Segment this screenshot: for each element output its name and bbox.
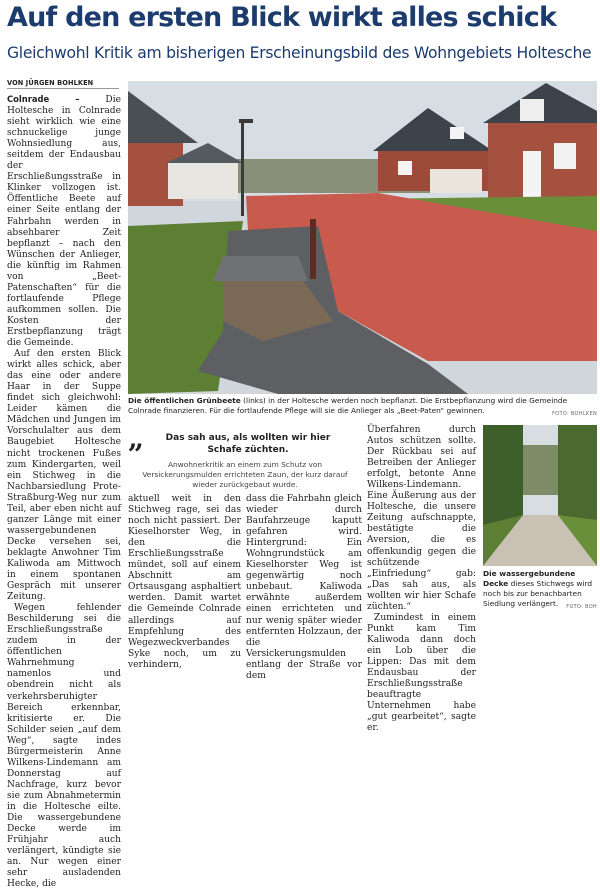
paragraph-1 (7, 94, 121, 349)
caption-text: (links) in der Holtesche werden noch bepflanzt. Die Erstbepflanzung wird die Gemeinde Colnrade finanzieren. Für die fortlaufende Pflege will sie die Anlieger als „Beet-Paten“ gewinnen. (128, 396, 568, 415)
subheadline: Gleichwohl Kritik am bisherigen Erscheinungsbild des Wohngebiets Holtesche (7, 44, 592, 62)
caption-lead: Die öffentlichen Grünbeete (128, 396, 241, 405)
author-byline: VON JÜRGEN BOHLKEN (7, 79, 94, 87)
quote-icon: „ (128, 422, 145, 455)
photo2-credit: FOTO: BOH (566, 604, 597, 610)
paragraph-6: Überfahren durch Autos schützen sollte. Der Rückbau sei auf Betreiben der Anlieger erfolgt, betonte Anne Wilkens-Lindemann. Eine Äußerung aus der Holtesche, die unsere Zeitung aufschnappte, bestätigte die Aversion, die es offenkundig gegen die schützende „Einfriedung“ gab: „Das sah aus, als wollten wir hier Schafe züchten.“ (367, 425, 476, 612)
pull-quote-source: Anwohnerkritik an einem zum Schutz von Versickerungsmulden errichteten Zaun, der kurz darauf wieder zurückgebaut wurde. (142, 460, 348, 489)
paragraph-4: aktuell weit in den Stichweg rage, sei das noch nicht passiert. Der Kieselhorster Weg, in den die Erschließungsstraße mündet, soll auf einem Abschnitt am Ortsausgang asphaltiert werden. Damit wartet die Gemeinde Colnrade allerdings auf Empfehlung des Wegezweckverbandes Syke noch, um zu verhindern, (128, 494, 241, 670)
photo-caption (128, 396, 597, 419)
secondary-photo-caption (483, 569, 597, 612)
photo-credit: FOTO: BOHLKEN (552, 411, 597, 417)
main-photo (128, 81, 597, 394)
body-column-4 (367, 425, 476, 734)
byline-divider (7, 88, 119, 89)
caption2-lead: Die wassergebundene Decke (483, 569, 576, 588)
pull-quote: Das sah aus, als wollten wir hier Schafe züchten. (165, 433, 331, 455)
paragraph-3: Wegen fehlender Beschilderung sei die Erschließungsstraße zudem in der öffentlichen Wahrnehmung namenlos und obendrein nicht als verkehrsberuhigter Bereich erkennbar, kritisierte er. Die Schilder seien „auf dem Weg“, sagte indes Bürgermeisterin Anne Wilkens-Lindemann am Donnerstag auf Nachfrage, kurz bevor sie zum Abnahmetermin in die Holtesche eilte. Die wassergebundene Decke werde im Frühjahr auch verlängert, kündigte sie an. Nur wegen einer sehr ausladenden Hecke, die (7, 603, 121, 890)
paragraph-7: Zumindest in einem Punkt kam Tim Kaliwoda dann doch ein Lob über die Lippen: Das mit dem Endausbau der Erschließungsstraße beauftragte Unternehmen habe „gut gearbeitet“, sagte er. (367, 612, 476, 734)
caption2-text: dieses Stichwegs wird noch bis zur benachbarten Siedlung verlängert. (483, 579, 593, 608)
body-column-1 (7, 94, 121, 890)
body-column-2 (128, 494, 241, 670)
secondary-photo (483, 425, 597, 566)
dateline: Colnrade – (7, 94, 80, 104)
paragraph-5: dass die Fahrbahn gleich wieder durch Baufahrzeuge kaputt gefahren wird. Hintergrund: Ein Wohngrundstück am Kieselhorster Weg ist gegenwärtig noch unbebaut. Kaliwoda erwähnte außerdem einen errichteten und nur wenig später wieder entfernten Holzzaun, der die Versickerungsmulden entlang der Straße vor dem (246, 494, 362, 681)
body-column-3 (246, 494, 362, 681)
paragraph-2: Auf den ersten Blick wirkt alles schick, aber das eine oder andere Haar in der Suppe findet sich gleichwohl: Leider kämen die Mädchen und Jungen im Vorschulalter aus dem Baugebiet Holtesche nicht trockenen Fußes zum Kindergarten, weil ein Stichweg in die Nachbarsiedlung Prote-Straßburg-Weg nur zum Teil, aber eben nicht auf ganzer Länge mit einer wassergebundenen Decke versehen sei, beklagte Anwohner Tim Kaliwoda am Mittwoch in einem spontanen Gespräch mit unserer Zeitung. (7, 349, 121, 603)
paragraph-1-text: Die Holtesche in Colnrade sieht wirklich wie eine schnuckelige junge Wohnsiedlung aus, seitdem der Endausbau der Erschließungsstraße in Klinker vollzogen ist. Öffentliche Beete auf einer Seite entlang der Fahrbahn werden in absehbarer Zeit bepflanzt – nach den Wünschen der Anlieger, die künftig im Rahmen von „Beet-Patenschaften“ für die fortlaufende Pflege aufkommen sollen. Die Kosten der Erstbepflanzung trägt die Gemeinde. (7, 95, 121, 349)
headline: Auf den ersten Blick wirkt alles schick (7, 2, 557, 33)
